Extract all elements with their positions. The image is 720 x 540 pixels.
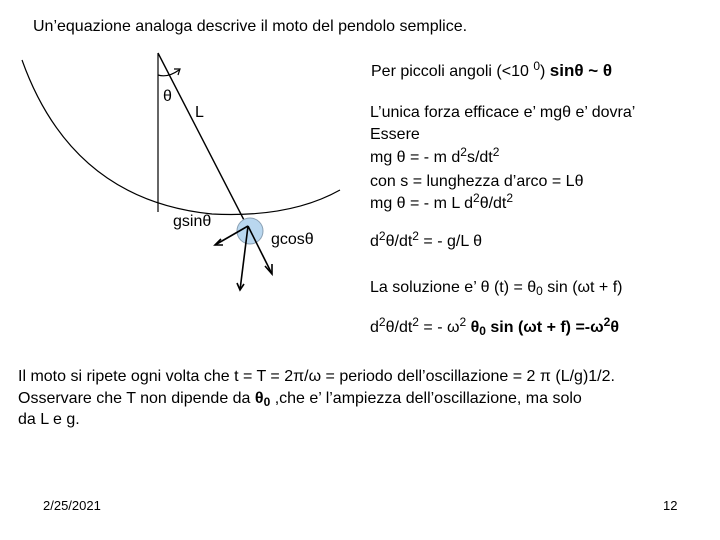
gsin-label: gsinθ: [173, 213, 212, 230]
equation-1: mg θ = - m $d^2s/dt^2$: [370, 145, 500, 166]
slide-page-number: 12: [663, 498, 678, 513]
theta-label: θ: [163, 88, 172, 105]
equation-2: mg θ = - m L $d^2\theta/dt^2$: [370, 191, 514, 212]
pendulum-string: [158, 53, 245, 222]
dependence-line: da L e g.: [18, 411, 80, 428]
solution-line: La soluzione e’ θ $(t) = \theta_0$ sin (ωt + f): [370, 279, 623, 298]
length-label: L: [195, 104, 204, 121]
essere-line: Essere: [370, 126, 420, 143]
slide-date: 2/25/2021: [43, 498, 101, 513]
slide-title: Un’equazione analoga descrive il moto del pendolo semplice.: [33, 18, 468, 35]
small-angle-line: Per piccoli angoli (<10 $^0$) sinθ ~ θ: [371, 59, 613, 80]
arc-length-line: con s = lunghezza d’arco = Lθ: [370, 173, 584, 190]
equation-3: $d^2\theta/dt^2$ = - g/L θ: [370, 229, 482, 250]
pendulum-trajectory-arc: [22, 60, 340, 215]
gcos-label: gcosθ: [271, 231, 314, 248]
period-line: Il moto si ripete ogni volta che t = T = 2π/ω = periodo dell’oscillazione = 2 π (L/g)1/2.: [18, 368, 615, 385]
force-line: L’unica forza efficace e’ mgθ e’ dovra’: [370, 104, 636, 121]
independence-line: Osservare che T non dipende da $\theta_0$ ,che e’ l’ampiezza dell’oscillazione, ma solo: [18, 390, 582, 409]
equation-4: $d^2\theta/dt^2$ = - $\omega^2$ $\theta_0$ $\sin (\omega t + f) =-\omega^2\theta$: [370, 315, 619, 338]
